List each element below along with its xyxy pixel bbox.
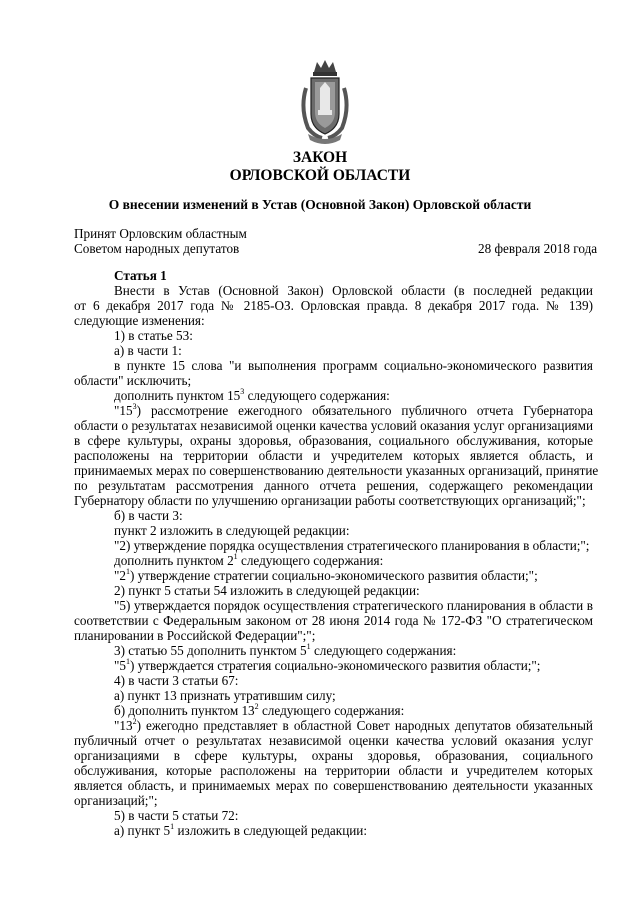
paragraph-line: дополнить пунктом $2^1$ следующего содержания: (114, 551, 384, 568)
quote-line: "$13^2$ ) ежегодно представляет в областной Совет народных депутатов обязательный (114, 716, 593, 733)
list-item: 3) статью 55 дополнить пунктом $5^1$ следующего содержания: (114, 641, 457, 658)
paragraph-line: Внести в Устав (Основной Закон) Орловской области (в последней редакции (114, 283, 593, 298)
quote-line: "5) утверждается порядок осуществления стратегического планирования в области в (114, 598, 593, 613)
paragraph-line: от 6 декабря 2017 года № 2185-ОЗ. Орловская правда. 8 декабря 2017 года. № 139) (74, 298, 593, 313)
article-heading: Статья 1 (114, 268, 167, 283)
list-item: б) в части 3: (114, 508, 183, 523)
paragraph-line: следующие изменения: (74, 313, 205, 328)
quote-line: в сфере культуры, охраны здоровья, образования, социального обслуживания, которые (74, 433, 593, 448)
paragraph-line: пункт 2 изложить в следующей редакции: (114, 523, 350, 538)
quote-line: организаций;"; (74, 793, 158, 808)
quote-line: "$5^1$) утверждается стратегия социально-экономического развития области;"; (114, 656, 541, 673)
quote-line: является область, и принимаемых мерах по совершенствованию деятельности указанных (74, 778, 593, 793)
law-subtitle: О внесении изменений в Устав (Основной Закон) Орловской области (108, 197, 532, 212)
quote-line: организациями в сфере культуры, охраны здоровья, образования, социального (74, 748, 593, 763)
quote-line: Губернатору области по улучшению организации работы соответствующих организаций;"; (74, 493, 586, 508)
region-title: ОРЛОВСКОЙ ОБЛАСТИ (229, 167, 411, 184)
adoption-line-1: Принят Орловским областным (74, 226, 247, 241)
list-item: а) пункт $5^1$ изложить в следующей редакции: (114, 821, 368, 838)
list-item: 5) в части 5 статьи 72: (114, 808, 239, 823)
coat-of-arms-emblem (300, 58, 350, 144)
quote-line: области о результатах независимой оценки качества условий оказания услуг организациями (74, 418, 593, 433)
list-item: 2) пункт 5 статьи 54 изложить в следующей редакции: (114, 583, 420, 598)
quote-line: планировании в Российской Федерации";"; (74, 628, 316, 643)
quote-line: "2) утверждение порядка осуществления стратегического планирования в области;"; (114, 538, 590, 553)
list-item: 1) в статье 53: (114, 328, 193, 343)
list-item: а) пункт 13 признать утратившим силу; (114, 688, 336, 703)
quote-line: соответствии с Федеральным законом от 28 июня 2014 года № 172-ФЗ "О стратегическом (74, 613, 593, 628)
quote-line: "$2^1$) утверждение стратегии социально-экономического развития области;"; (114, 566, 538, 583)
list-item: а) в части 1: (114, 343, 182, 358)
list-item: 4) в части 3 статьи 67: (114, 673, 239, 688)
quote-line: обслуживания, которые расположены на территории области и учредителем которых (74, 763, 593, 778)
adoption-date: 28 февраля 2018 года (478, 241, 598, 256)
quote-line: принимаемых мерах по совершенствованию деятельности указанных организаций, принятие (74, 463, 599, 478)
quote-line: по результатам рассмотрения данного отчета решения, содержащего рекомендации (74, 478, 593, 493)
paragraph-line: в пункте 15 слова "и выполнения программ социально-экономического развития (114, 358, 593, 373)
list-item: дополнить пунктом $15^3$ следующего содержания: (114, 386, 390, 403)
adoption-line-2: Советом народных депутатов (74, 241, 240, 256)
quote-line: публичный отчет о результатах независимой оценки качества условий оказания услуг (74, 733, 593, 748)
quote-line: "$15^3$ ) рассмотрение ежегодного обязательного публичного отчета Губернатора (114, 401, 593, 418)
paragraph-line: области" исключить; (74, 373, 192, 388)
law-title: ЗАКОН (292, 149, 348, 166)
list-item: б) дополнить пунктом $13^2$ следующего содержания: (114, 701, 405, 718)
quote-line: расположены на территории области и учредителем которых является область, и (74, 448, 593, 463)
